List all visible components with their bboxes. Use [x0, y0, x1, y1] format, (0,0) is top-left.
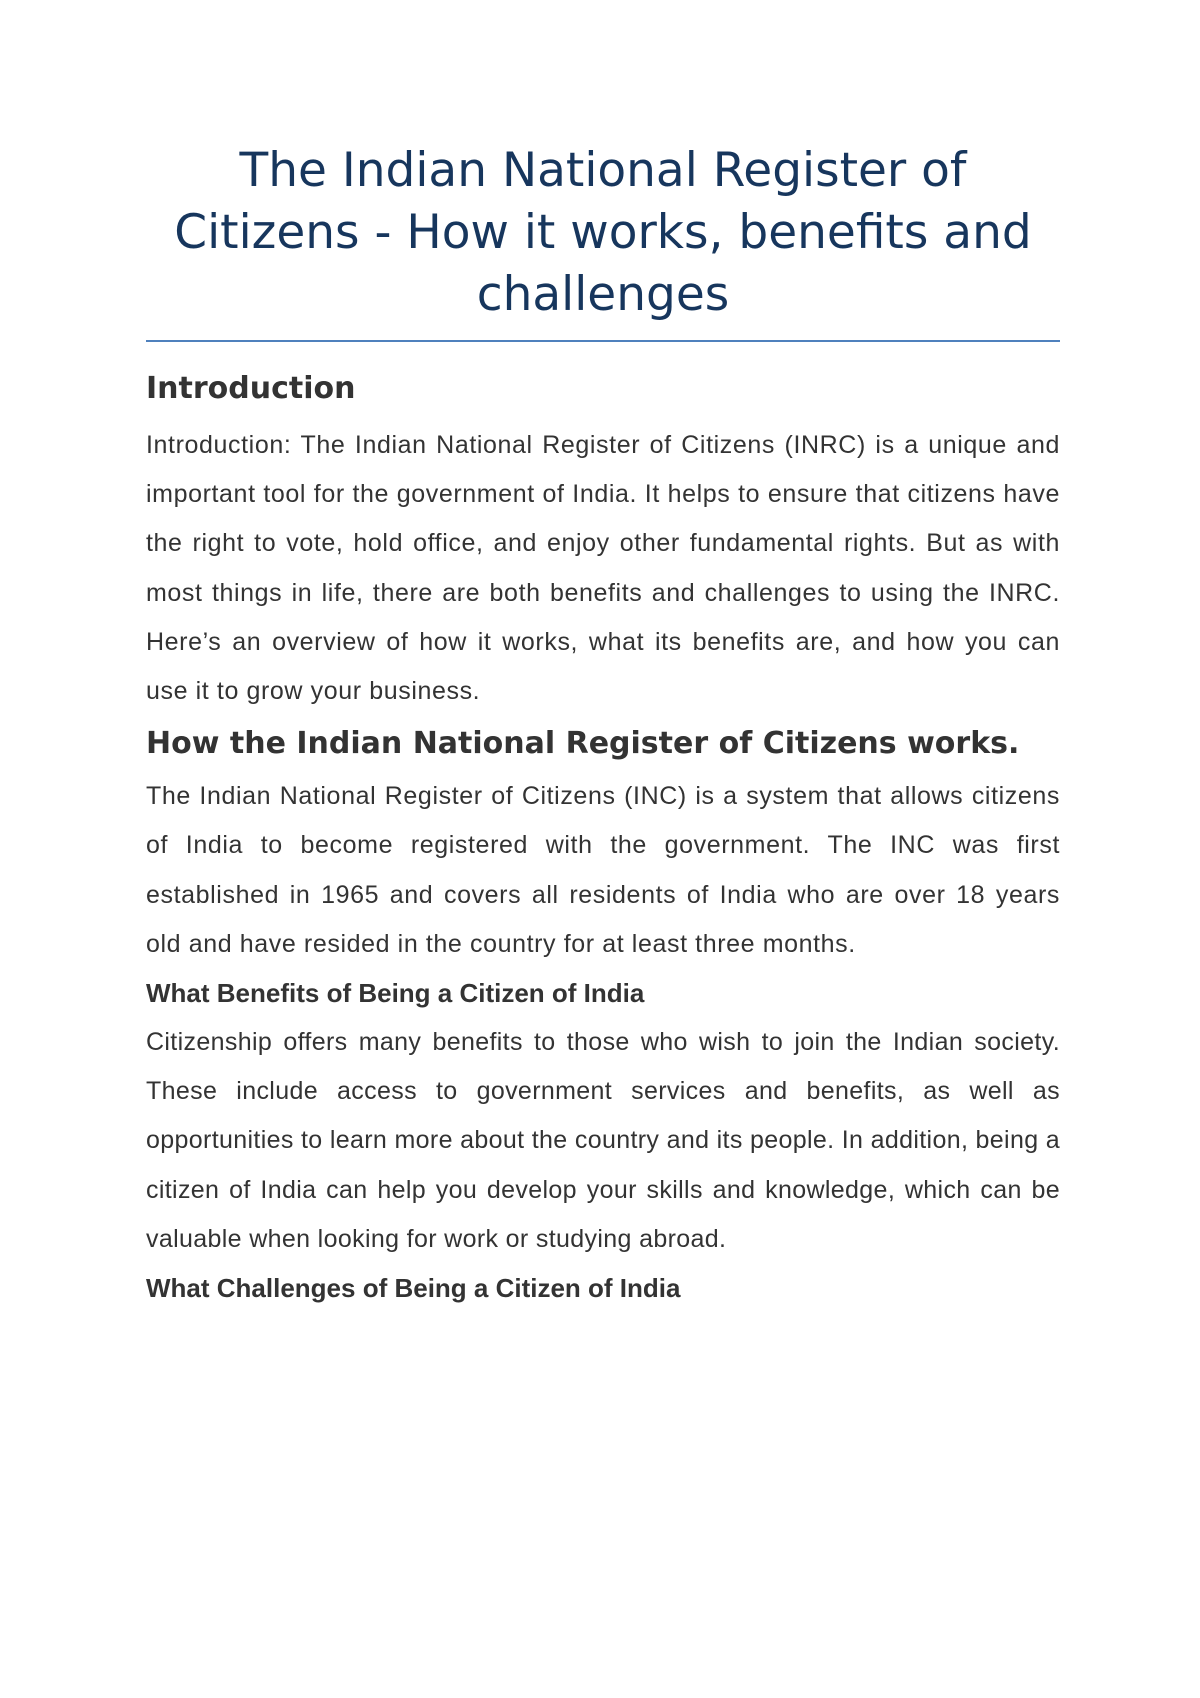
- section-body-how-it-works: The Indian National Register of Citizens (INC) is a system that allows citizens of India to become registered with the government. The INC was first established in 1965 and covers all residents of India who are over 18 years old and have resided in the country for at least three months.: [146, 782, 1060, 958]
- document-page: [146, 140, 1060, 1313]
- document-title: The Indian National Register of Citizens - How it works, benefits and challenges: [174, 143, 1032, 322]
- section-body-benefits: Citizenship offers many benefits to those who wish to join the Indian society. These include access to government services and benefits, as well as opportunities to learn more about the country and its people. In addition, being a citizen of India can help you develop your skills and knowledge, which can be valuable when looking for work or studying abroad.: [146, 1028, 1061, 1253]
- section-body-introduction: Introduction: The Indian National Register of Citizens (INRC) is a unique and important tool for the government of India. It helps to ensure that citizens have the right to vote, hold office, and enjoy other fundamental rights. But as with most things in life, there are both benefits and challenges to using the INRC. Here’s an overview of how it works, what its benefits are, and how you can use it to grow your business.: [146, 431, 1060, 706]
- title-underline-rule: [146, 340, 1060, 342]
- section-heading-benefits: What Benefits of Being a Citizen of India: [146, 978, 645, 1009]
- section-heading-how-it-works: How the Indian National Register of Citizens works.: [146, 726, 1020, 762]
- section-heading-challenges: What Challenges of Being a Citizen of India: [146, 1273, 681, 1304]
- section-heading-introduction: Introduction: [146, 371, 356, 406]
